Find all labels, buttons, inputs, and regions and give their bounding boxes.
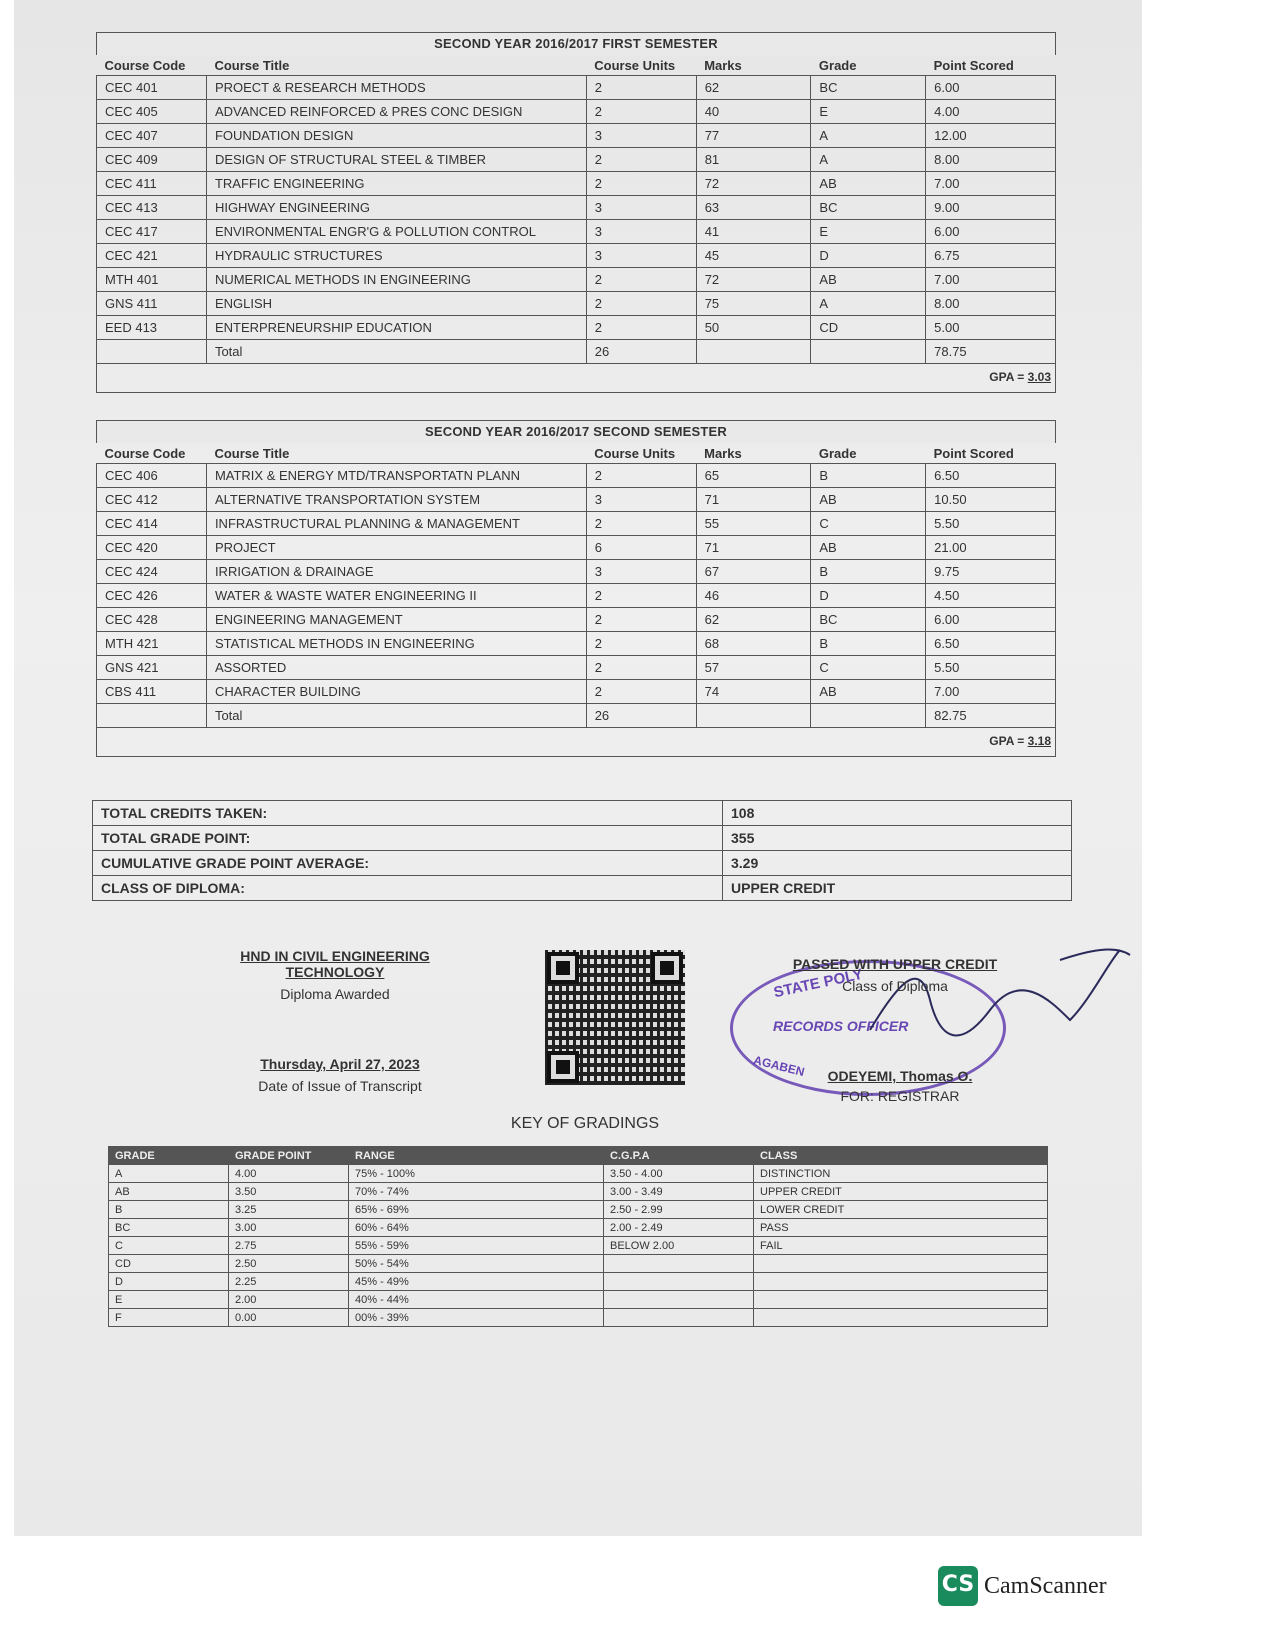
- table-cell: GNS 421: [97, 656, 207, 680]
- table-cell: 4.00: [926, 100, 1056, 124]
- key-column-header: GRADE POINT: [229, 1147, 349, 1165]
- stamp-top-text: STATE POLY: [772, 965, 865, 1002]
- total-points: 78.75: [926, 340, 1056, 364]
- table-cell: 2: [586, 292, 696, 316]
- table-row: [97, 76, 1056, 100]
- table-cell: 67: [696, 560, 811, 584]
- key-cell: LOWER CREDIT: [754, 1201, 1048, 1219]
- table-cell: 12.00: [926, 124, 1056, 148]
- camscanner-brand: [938, 1566, 1107, 1606]
- table-cell: 65: [696, 464, 811, 488]
- table-row: [97, 172, 1056, 196]
- table-cell: D: [811, 244, 926, 268]
- summary-value: 355: [723, 826, 1072, 851]
- table-row: [97, 100, 1056, 124]
- key-cell: PASS: [754, 1219, 1048, 1237]
- table-cell: STATISTICAL METHODS IN ENGINEERING: [206, 632, 586, 656]
- key-column-header: CLASS: [754, 1147, 1048, 1165]
- table-cell: 8.00: [926, 292, 1056, 316]
- table-cell: HYDRAULIC STRUCTURES: [206, 244, 586, 268]
- key-row: [109, 1291, 1048, 1309]
- key-cell: AB: [109, 1183, 229, 1201]
- semester-1-title: SECOND YEAR 2016/2017 FIRST SEMESTER: [96, 32, 1056, 55]
- key-column-header: C.G.P.A: [604, 1147, 754, 1165]
- class-caption: Class of Diploma: [842, 978, 948, 994]
- table-cell: C: [811, 656, 926, 680]
- key-row: [109, 1201, 1048, 1219]
- empty-cell: [811, 704, 926, 728]
- table-cell: CEC 406: [97, 464, 207, 488]
- summary-label: TOTAL GRADE POINT:: [93, 826, 723, 851]
- table-cell: CEC 426: [97, 584, 207, 608]
- table-cell: BC: [811, 76, 926, 100]
- table-cell: ENGLISH: [206, 292, 586, 316]
- table-cell: 68: [696, 632, 811, 656]
- table-row: [97, 196, 1056, 220]
- table-cell: B: [811, 632, 926, 656]
- key-table: [108, 1146, 1048, 1327]
- table-cell: 2: [586, 512, 696, 536]
- key-cell: F: [109, 1309, 229, 1327]
- table-cell: A: [811, 124, 926, 148]
- table-cell: CEC 405: [97, 100, 207, 124]
- table-cell: ENTERPRENEURSHIP EDUCATION: [206, 316, 586, 340]
- table-cell: 3: [586, 244, 696, 268]
- semester-2-block: [96, 420, 1056, 757]
- table-cell: 6.00: [926, 76, 1056, 100]
- table-cell: CD: [811, 316, 926, 340]
- table-cell: 41: [696, 220, 811, 244]
- table-cell: NUMERICAL METHODS IN ENGINEERING: [206, 268, 586, 292]
- table-cell: 74: [696, 680, 811, 704]
- key-cell: 3.50: [229, 1183, 349, 1201]
- table-cell: 3: [586, 488, 696, 512]
- table-cell: 81: [696, 148, 811, 172]
- key-column-header: GRADE: [109, 1147, 229, 1165]
- table-row: [97, 148, 1056, 172]
- key-cell: BELOW 2.00: [604, 1237, 754, 1255]
- table-cell: 4.50: [926, 584, 1056, 608]
- key-row: [109, 1183, 1048, 1201]
- key-cell: 3.00: [229, 1219, 349, 1237]
- table-cell: D: [811, 584, 926, 608]
- table-cell: ALTERNATIVE TRANSPORTATION SYSTEM: [206, 488, 586, 512]
- table-cell: 3: [586, 560, 696, 584]
- semester-1-header-row: [97, 55, 1056, 76]
- table-cell: 9.75: [926, 560, 1056, 584]
- column-header: Point Scored: [926, 443, 1056, 464]
- table-cell: ASSORTED: [206, 656, 586, 680]
- table-cell: INFRASTRUCTURAL PLANNING & MANAGEMENT: [206, 512, 586, 536]
- semester-2-header-row: [97, 443, 1056, 464]
- table-cell: 5.50: [926, 656, 1056, 680]
- table-cell: 2: [586, 316, 696, 340]
- column-header: Marks: [696, 443, 811, 464]
- table-row: [97, 316, 1056, 340]
- total-units: 26: [586, 704, 696, 728]
- key-cell: DISTINCTION: [754, 1165, 1048, 1183]
- table-row: [97, 632, 1056, 656]
- table-row: [97, 268, 1056, 292]
- award-caption: Diploma Awarded: [280, 986, 390, 1002]
- table-cell: 7.00: [926, 680, 1056, 704]
- table-cell: 3: [586, 124, 696, 148]
- table-cell: A: [811, 148, 926, 172]
- table-cell: 63: [696, 196, 811, 220]
- award-block: [190, 948, 480, 1002]
- table-cell: CHARACTER BUILDING: [206, 680, 586, 704]
- table-cell: A: [811, 292, 926, 316]
- table-cell: 6.00: [926, 608, 1056, 632]
- table-cell: 45: [696, 244, 811, 268]
- key-cell: 40% - 44%: [349, 1291, 604, 1309]
- table-cell: CEC 411: [97, 172, 207, 196]
- table-cell: 2: [586, 268, 696, 292]
- qr-code: [545, 950, 685, 1085]
- column-header: Grade: [811, 55, 926, 76]
- column-header: Grade: [811, 443, 926, 464]
- table-cell: 57: [696, 656, 811, 680]
- issue-caption: Date of Issue of Transcript: [258, 1078, 422, 1094]
- table-cell: 2: [586, 148, 696, 172]
- empty-cell: [97, 704, 207, 728]
- table-cell: 72: [696, 268, 811, 292]
- table-row: [97, 536, 1056, 560]
- key-cell: C: [109, 1237, 229, 1255]
- key-cell: 2.50: [229, 1255, 349, 1273]
- class-title: PASSED WITH UPPER CREDIT: [792, 956, 998, 972]
- table-cell: WATER & WASTE WATER ENGINEERING II: [206, 584, 586, 608]
- empty-cell: [754, 1309, 1048, 1327]
- key-cell: 4.00: [229, 1165, 349, 1183]
- empty-cell: [696, 704, 811, 728]
- key-cell: FAIL: [754, 1237, 1048, 1255]
- column-header: Course Units: [586, 443, 696, 464]
- issue-block: [220, 1056, 460, 1094]
- table-cell: CEC 420: [97, 536, 207, 560]
- key-row: [109, 1273, 1048, 1291]
- summary-row: [93, 826, 1072, 851]
- table-cell: 71: [696, 536, 811, 560]
- total-label: Total: [206, 340, 586, 364]
- key-cell: 50% - 54%: [349, 1255, 604, 1273]
- table-cell: AB: [811, 536, 926, 560]
- table-cell: CEC 401: [97, 76, 207, 100]
- summary-table: [92, 800, 1072, 901]
- signatory-block: [790, 1068, 1010, 1104]
- gpa-label: GPA =: [989, 734, 1028, 748]
- table-cell: 2: [586, 656, 696, 680]
- key-cell: 55% - 59%: [349, 1237, 604, 1255]
- empty-cell: [604, 1309, 754, 1327]
- key-cell: 75% - 100%: [349, 1165, 604, 1183]
- key-cell: 3.25: [229, 1201, 349, 1219]
- key-cell: UPPER CREDIT: [754, 1183, 1048, 1201]
- table-cell: CEC 417: [97, 220, 207, 244]
- table-cell: IRRIGATION & DRAINAGE: [206, 560, 586, 584]
- stamp-middle-text: RECORDS OFFICER: [773, 1018, 909, 1034]
- table-cell: CEC 424: [97, 560, 207, 584]
- table-cell: 7.00: [926, 172, 1056, 196]
- table-cell: BC: [811, 608, 926, 632]
- table-cell: 5.50: [926, 512, 1056, 536]
- table-cell: TRAFFIC ENGINEERING: [206, 172, 586, 196]
- table-cell: AB: [811, 172, 926, 196]
- key-cell: 70% - 74%: [349, 1183, 604, 1201]
- table-cell: 2: [586, 464, 696, 488]
- summary-value: 108: [723, 801, 1072, 826]
- table-row: [97, 464, 1056, 488]
- table-cell: E: [811, 220, 926, 244]
- column-header: Course Units: [586, 55, 696, 76]
- table-cell: 2: [586, 632, 696, 656]
- table-cell: 2: [586, 100, 696, 124]
- key-cell: 45% - 49%: [349, 1273, 604, 1291]
- summary-label: CLASS OF DIPLOMA:: [93, 876, 723, 901]
- summary-value: 3.29: [723, 851, 1072, 876]
- table-cell: CEC 413: [97, 196, 207, 220]
- key-cell: 2.00: [229, 1291, 349, 1309]
- table-row: [97, 560, 1056, 584]
- signatory-name: ODEYEMI, Thomas O.: [827, 1068, 973, 1084]
- key-cell: 2.50 - 2.99: [604, 1201, 754, 1219]
- empty-cell: [696, 340, 811, 364]
- table-cell: 3: [586, 220, 696, 244]
- key-cell: 2.75: [229, 1237, 349, 1255]
- table-cell: 75: [696, 292, 811, 316]
- table-cell: 62: [696, 76, 811, 100]
- table-cell: 6.00: [926, 220, 1056, 244]
- table-cell: E: [811, 100, 926, 124]
- key-cell: 0.00: [229, 1309, 349, 1327]
- empty-cell: [604, 1255, 754, 1273]
- table-cell: CEC 407: [97, 124, 207, 148]
- table-cell: MTH 401: [97, 268, 207, 292]
- empty-cell: [754, 1273, 1048, 1291]
- summary-row: [93, 801, 1072, 826]
- table-cell: 6.75: [926, 244, 1056, 268]
- empty-cell: [604, 1291, 754, 1309]
- semester-1-block: [96, 32, 1056, 393]
- table-cell: AB: [811, 680, 926, 704]
- key-title: KEY OF GRADINGS: [510, 1115, 660, 1132]
- table-cell: MTH 421: [97, 632, 207, 656]
- key-column-header: RANGE: [349, 1147, 604, 1165]
- table-row: [97, 680, 1056, 704]
- total-units: 26: [586, 340, 696, 364]
- gpa-label: GPA =: [989, 370, 1028, 384]
- summary-row: [93, 851, 1072, 876]
- empty-cell: [604, 1273, 754, 1291]
- table-cell: 46: [696, 584, 811, 608]
- column-header: Course Code: [97, 443, 207, 464]
- camscanner-logo-icon: CS: [938, 1566, 978, 1606]
- key-cell: E: [109, 1291, 229, 1309]
- key-cell: 00% - 39%: [349, 1309, 604, 1327]
- semester-1-table: [96, 55, 1056, 364]
- empty-cell: [811, 340, 926, 364]
- key-cell: CD: [109, 1255, 229, 1273]
- key-cell: D: [109, 1273, 229, 1291]
- gpa-value: 3.18: [1027, 734, 1051, 748]
- summary-block: [92, 800, 1072, 901]
- key-cell: B: [109, 1201, 229, 1219]
- table-cell: AB: [811, 488, 926, 512]
- column-header: Course Title: [206, 55, 586, 76]
- table-cell: 72: [696, 172, 811, 196]
- table-row: [97, 124, 1056, 148]
- table-cell: 9.00: [926, 196, 1056, 220]
- table-row: [97, 244, 1056, 268]
- table-cell: 2: [586, 608, 696, 632]
- key-row: [109, 1219, 1048, 1237]
- key-row: [109, 1309, 1048, 1327]
- table-cell: 40: [696, 100, 811, 124]
- table-cell: AB: [811, 268, 926, 292]
- summary-value: UPPER CREDIT: [723, 876, 1072, 901]
- table-cell: 2: [586, 584, 696, 608]
- table-cell: EED 413: [97, 316, 207, 340]
- table-cell: CEC 428: [97, 608, 207, 632]
- table-cell: CBS 411: [97, 680, 207, 704]
- empty-cell: [754, 1291, 1048, 1309]
- table-cell: CEC 414: [97, 512, 207, 536]
- table-cell: 77: [696, 124, 811, 148]
- total-row: [97, 704, 1056, 728]
- table-row: [97, 512, 1056, 536]
- empty-cell: [754, 1255, 1048, 1273]
- key-cell: 65% - 69%: [349, 1201, 604, 1219]
- gpa-value: 3.03: [1027, 370, 1051, 384]
- key-cell: 2.25: [229, 1273, 349, 1291]
- key-row: [109, 1237, 1048, 1255]
- table-cell: ENGINEERING MANAGEMENT: [206, 608, 586, 632]
- total-label: Total: [206, 704, 586, 728]
- semester-2-title: SECOND YEAR 2016/2017 SECOND SEMESTER: [96, 420, 1056, 443]
- summary-label: CUMULATIVE GRADE POINT AVERAGE:: [93, 851, 723, 876]
- table-row: [97, 584, 1056, 608]
- table-cell: CEC 412: [97, 488, 207, 512]
- table-cell: 2: [586, 172, 696, 196]
- class-block: [770, 956, 1020, 994]
- key-of-gradings: [108, 1146, 1048, 1327]
- table-row: [97, 488, 1056, 512]
- key-cell: 3.00 - 3.49: [604, 1183, 754, 1201]
- table-cell: GNS 411: [97, 292, 207, 316]
- table-cell: HIGHWAY ENGINEERING: [206, 196, 586, 220]
- table-row: [97, 608, 1056, 632]
- issue-date: Thursday, April 27, 2023: [260, 1056, 420, 1072]
- table-cell: ENVIRONMENTAL ENGR'G & POLLUTION CONTROL: [206, 220, 586, 244]
- table-cell: B: [811, 560, 926, 584]
- table-cell: ADVANCED REINFORCED & PRES CONC DESIGN: [206, 100, 586, 124]
- table-cell: 21.00: [926, 536, 1056, 560]
- summary-label: TOTAL CREDITS TAKEN:: [93, 801, 723, 826]
- table-cell: 6: [586, 536, 696, 560]
- column-header: Course Code: [97, 55, 207, 76]
- empty-cell: [97, 340, 207, 364]
- table-cell: 2: [586, 680, 696, 704]
- table-row: [97, 292, 1056, 316]
- summary-row: [93, 876, 1072, 901]
- column-header: Course Title: [206, 443, 586, 464]
- key-cell: BC: [109, 1219, 229, 1237]
- stamp-bottom-text: AGABEN: [752, 1052, 806, 1080]
- table-cell: 62: [696, 608, 811, 632]
- key-header-row: [109, 1147, 1048, 1165]
- table-cell: 2: [586, 76, 696, 100]
- table-cell: B: [811, 464, 926, 488]
- table-cell: 10.50: [926, 488, 1056, 512]
- column-header: Marks: [696, 55, 811, 76]
- table-cell: 6.50: [926, 464, 1056, 488]
- table-cell: PROJECT: [206, 536, 586, 560]
- key-row: [109, 1255, 1048, 1273]
- table-cell: 55: [696, 512, 811, 536]
- table-cell: FOUNDATION DESIGN: [206, 124, 586, 148]
- table-cell: C: [811, 512, 926, 536]
- semester-2-gpa: [96, 728, 1056, 757]
- column-header: Point Scored: [926, 55, 1056, 76]
- key-row: [109, 1165, 1048, 1183]
- semester-2-table: [96, 443, 1056, 728]
- table-cell: CEC 421: [97, 244, 207, 268]
- table-cell: BC: [811, 196, 926, 220]
- table-cell: PROECT & RESEARCH METHODS: [206, 76, 586, 100]
- table-cell: 3: [586, 196, 696, 220]
- table-cell: MATRIX & ENERGY MTD/TRANSPORTATN PLANN: [206, 464, 586, 488]
- table-cell: 50: [696, 316, 811, 340]
- total-row: [97, 340, 1056, 364]
- table-cell: 71: [696, 488, 811, 512]
- table-cell: 5.00: [926, 316, 1056, 340]
- table-row: [97, 656, 1056, 680]
- table-row: [97, 220, 1056, 244]
- camscanner-name: CamScanner: [984, 1572, 1107, 1599]
- key-cell: 3.50 - 4.00: [604, 1165, 754, 1183]
- table-cell: 6.50: [926, 632, 1056, 656]
- table-cell: 8.00: [926, 148, 1056, 172]
- key-cell: 2.00 - 2.49: [604, 1219, 754, 1237]
- key-cell: A: [109, 1165, 229, 1183]
- table-cell: CEC 409: [97, 148, 207, 172]
- table-cell: 7.00: [926, 268, 1056, 292]
- award-title: HND IN CIVIL ENGINEERING TECHNOLOGY: [240, 948, 430, 980]
- signatory-role: FOR: REGISTRAR: [840, 1088, 960, 1104]
- table-cell: DESIGN OF STRUCTURAL STEEL & TIMBER: [206, 148, 586, 172]
- semester-1-gpa: [96, 364, 1056, 393]
- key-cell: 60% - 64%: [349, 1219, 604, 1237]
- total-points: 82.75: [926, 704, 1056, 728]
